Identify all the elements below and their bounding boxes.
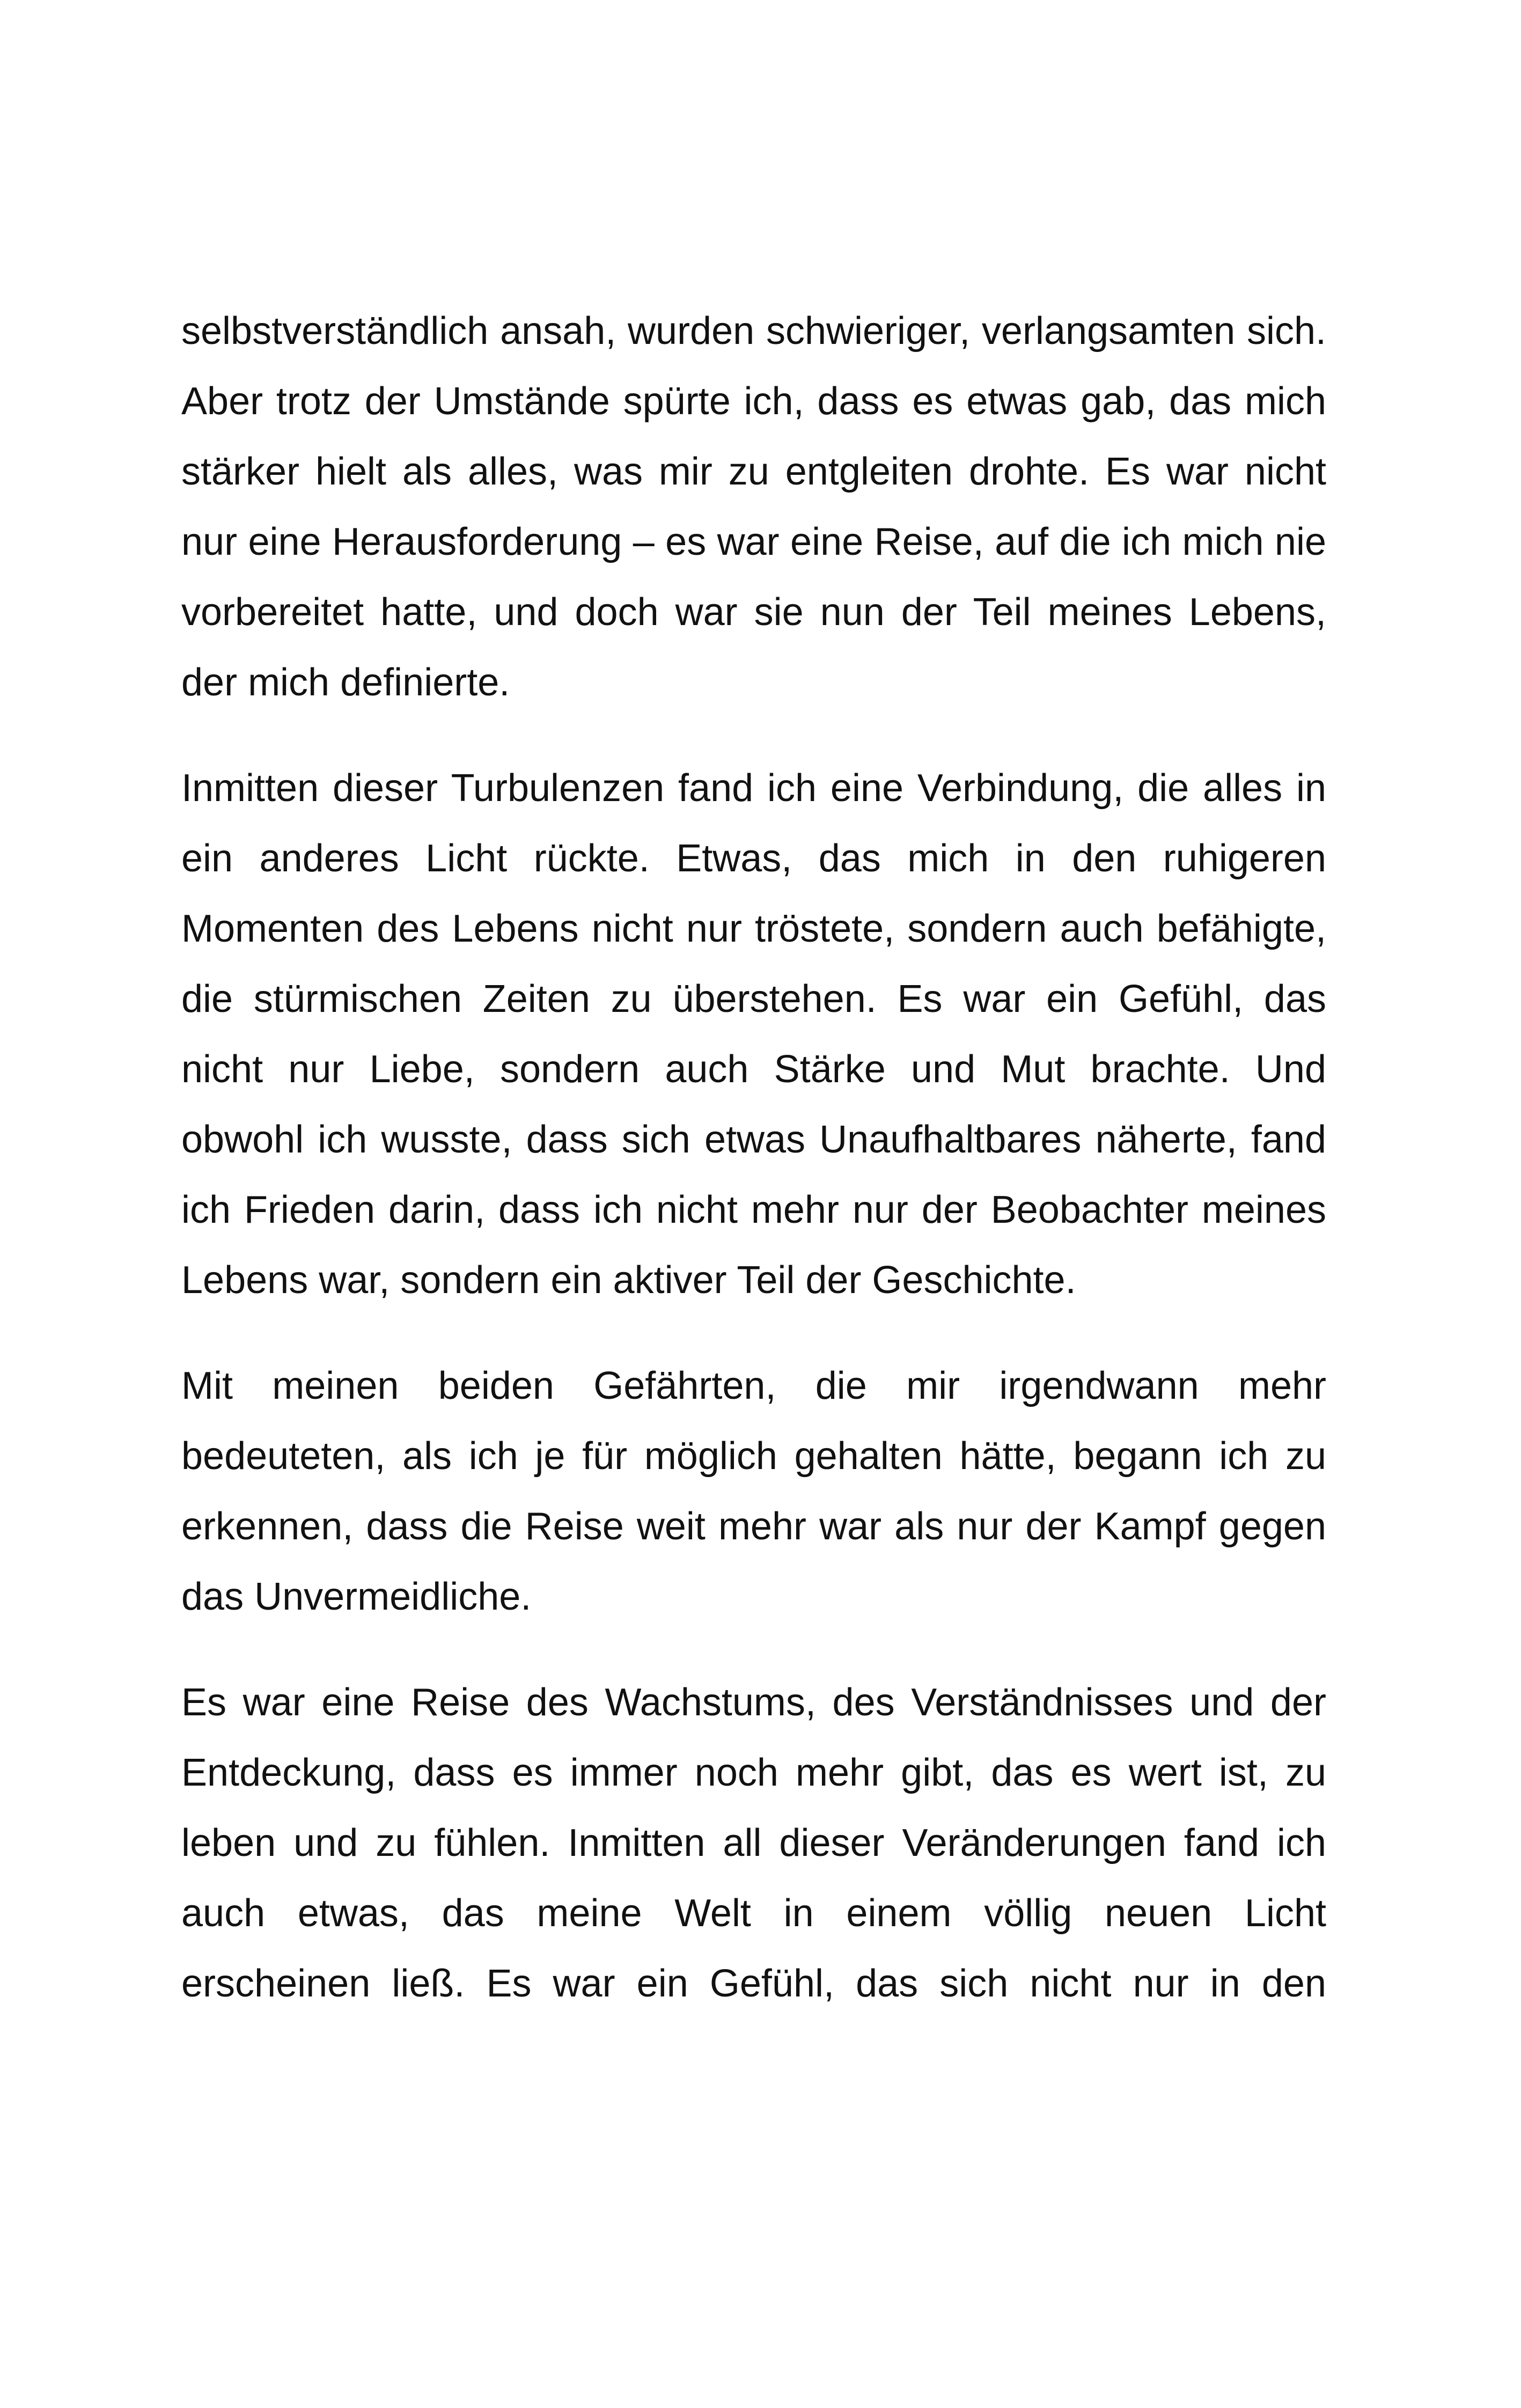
paragraph-2: Inmitten dieser Turbulenzen fand ich eine Verbindung, die alles in ein anderes Licht rückte. Etwas, das mich in den ruhigeren Momenten des Lebens nicht nur tröstete, sondern auch befähigte, die stürmischen Zeiten zu überstehen. Es war ein Gefühl, das nicht nur Liebe, sondern auch Stärke und Mut brachte. Und obwohl ich wusste, dass sich etwas Unaufhaltbares näherte, fand ich Frieden darin, dass ich nicht mehr nur der Beobachter meines Lebens war, sondern ein aktiver Teil der Geschichte. [181, 767, 1326, 1302]
paragraph-1: selbstverständlich ansah, wurden schwieriger, verlangsamten sich. Aber trotz der Umstände spürte ich, dass es etwas gab, das mich stärker hielt als alles, was mir zu entgleiten drohte. Es war nicht nur eine Herausforderung – es war eine Reise, auf die ich mich nie vorbereitet hatte, und doch war sie nun der Teil meines Lebens, der mich definierte. [181, 310, 1326, 704]
paragraph-3: Mit meinen beiden Gefährten, die mir irgendwann mehr bedeuteten, als ich je für möglich gehalten hätte, begann ich zu erkennen, dass die Reise weit mehr war als nur der Kampf gegen das Unvermeidliche. [181, 1364, 1326, 1618]
paragraph-4: Es war eine Reise des Wachstums, des Verständnisses und der Entdeckung, dass es immer noch mehr gibt, das es wert ist, zu leben und zu fühlen. Inmitten all dieser Veränderungen fand ich auch etwas, das meine Welt in einem völlig neuen Licht erscheinen ließ. Es war ein Gefühl, das sich nicht nur in den [181, 1681, 1326, 2005]
body-text [181, 296, 1326, 2054]
